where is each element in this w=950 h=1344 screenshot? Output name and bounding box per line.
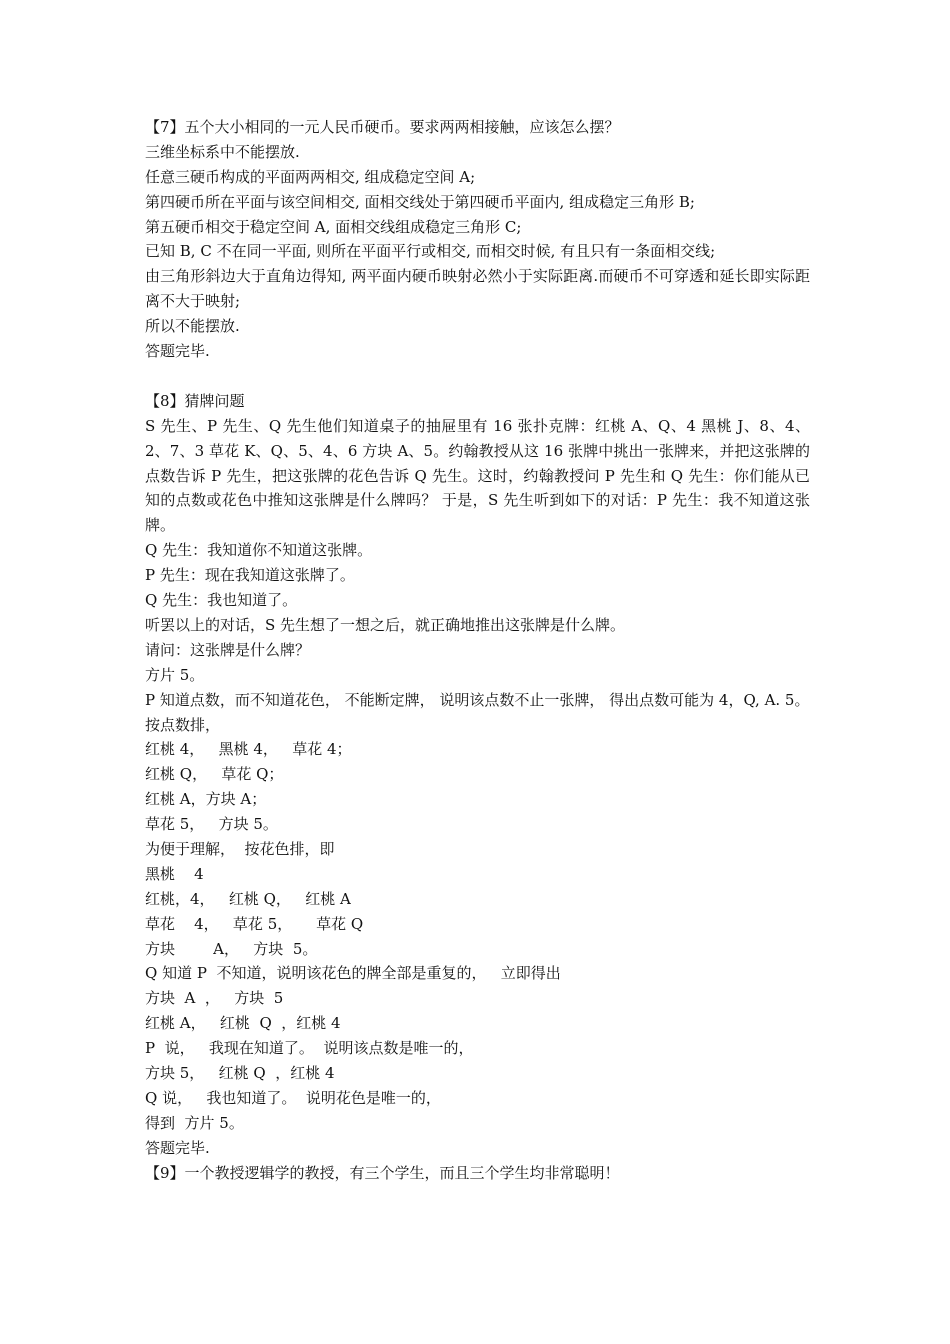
section-8-line: 红桃 A，方块 A；: [145, 790, 267, 809]
section-7-title: 【7】五个大小相同的一元人民币硬币。要求两两相接触，应该怎么摆？: [145, 118, 620, 136]
blank-line: [145, 364, 810, 389]
section-7-end: 答题完毕.: [145, 342, 210, 361]
section-8-line: 为便于理解， 按花色排，即: [145, 839, 335, 858]
section-7-line: 第五硬币相交于稳定空间 A, 面相交线组成稳定三角形 C;: [145, 217, 522, 236]
section-8-line: 红桃 Q， 草花 Q；: [145, 765, 284, 784]
section-8-title: 【8】猜牌问题: [145, 391, 245, 410]
section-8-line: P 说， 我现在知道了。 说明该点数是唯一的，: [145, 1039, 474, 1058]
section-8-line: 方块 A ， 方块 5: [145, 989, 284, 1008]
document-page: [145, 115, 810, 1185]
section-7-paragraph: 由三角形斜边大于直角边得知, 两平面内硬币映射必然小于实际距离.而硬币不可穿透和延长即实际距离不大于映射;: [145, 267, 810, 311]
section-8-line: 红桃 4， 黑桃 4， 草花 4；: [145, 740, 352, 759]
section-8-paragraph-reasoning: P 知道点数，而不知道花色， 不能断定牌， 说明该点数不止一张牌， 得出点数可能为 4，Q, A. 5。: [145, 690, 810, 709]
section-8-line: Q 知道 P 不知道，说明该花色的牌全部是重复的， 立即得出: [145, 964, 561, 983]
section-8-line: 按点数排，: [145, 715, 221, 734]
section-8-line: 方块 5， 红桃 Q ，红桃 4: [145, 1063, 335, 1082]
section-7-line: 已知 B, C 不在同一平面, 则所在平面平行或相交, 而相交时候, 有且只有一条面相交线;: [145, 242, 716, 261]
section-8-line: Q 先生：我知道你不知道这张牌。: [145, 541, 373, 560]
section-8-line: 得到 方片 5。: [145, 1113, 244, 1132]
section-8-line: 听罢以上的对话，S 先生想了一想之后，就正确地推出这张牌是什么牌。: [145, 615, 626, 634]
section-7-line: 任意三硬币构成的平面两两相交, 组成稳定空间 A;: [145, 167, 476, 186]
section-8-line: 红桃，4， 红桃 Q， 红桃 A: [145, 889, 351, 908]
section-8-line: P 先生：现在我知道这张牌了。: [145, 566, 355, 585]
section-7-line: 第四硬币所在平面与该空间相交, 面相交线处于第四硬币平面内, 组成稳定三角形 B;: [145, 192, 695, 211]
section-8-answer: 方片 5。: [145, 665, 205, 684]
section-8-line: 方块 A， 方块 5。: [145, 939, 318, 958]
section-8-line: 黑桃 4: [145, 864, 204, 883]
section-8-line: 红桃 A， 红桃 Q ，红桃 4: [145, 1014, 341, 1033]
section-8-line: 请问：这张牌是什么牌？: [145, 640, 311, 659]
section-8-line: 草花 4， 草花 5， 草花 Q: [145, 914, 364, 933]
section-8-line: 草花 5， 方块 5。: [145, 815, 278, 834]
section-8-line: Q 先生：我也知道了。: [145, 591, 298, 610]
section-8-line: Q 说， 我也知道了。 说明花色是唯一的，: [145, 1088, 441, 1107]
section-7-line: 三维坐标系中不能摆放.: [145, 142, 300, 161]
section-8-end: 答题完毕.: [145, 1138, 210, 1157]
section-7-conclusion: 所以不能摆放.: [145, 317, 240, 336]
section-9-title: 【9】一个教授逻辑学的教授，有三个学生，而且三个学生均非常聪明！: [145, 1163, 620, 1182]
section-8-paragraph-intro: S 先生、P 先生、Q 先生他们知道桌子的抽屉里有 16 张扑克牌：红桃 A、Q、4 黑桃 J、8、4、2、7、3 草花 K、Q、5、4、6 方块 A、5。约翰教授从这 16 张牌中挑出一张牌来，并把这张牌的点数告诉 P 先生，把这张牌的花色告诉 Q 先生。这时，约翰教授问 P 先生和 Q 先生：你们能从已知的点数或花色中推知这张牌是什么牌吗？ 于是，S 先生听到如下的对话：P 先生：我不知道这张牌。: [145, 416, 810, 535]
